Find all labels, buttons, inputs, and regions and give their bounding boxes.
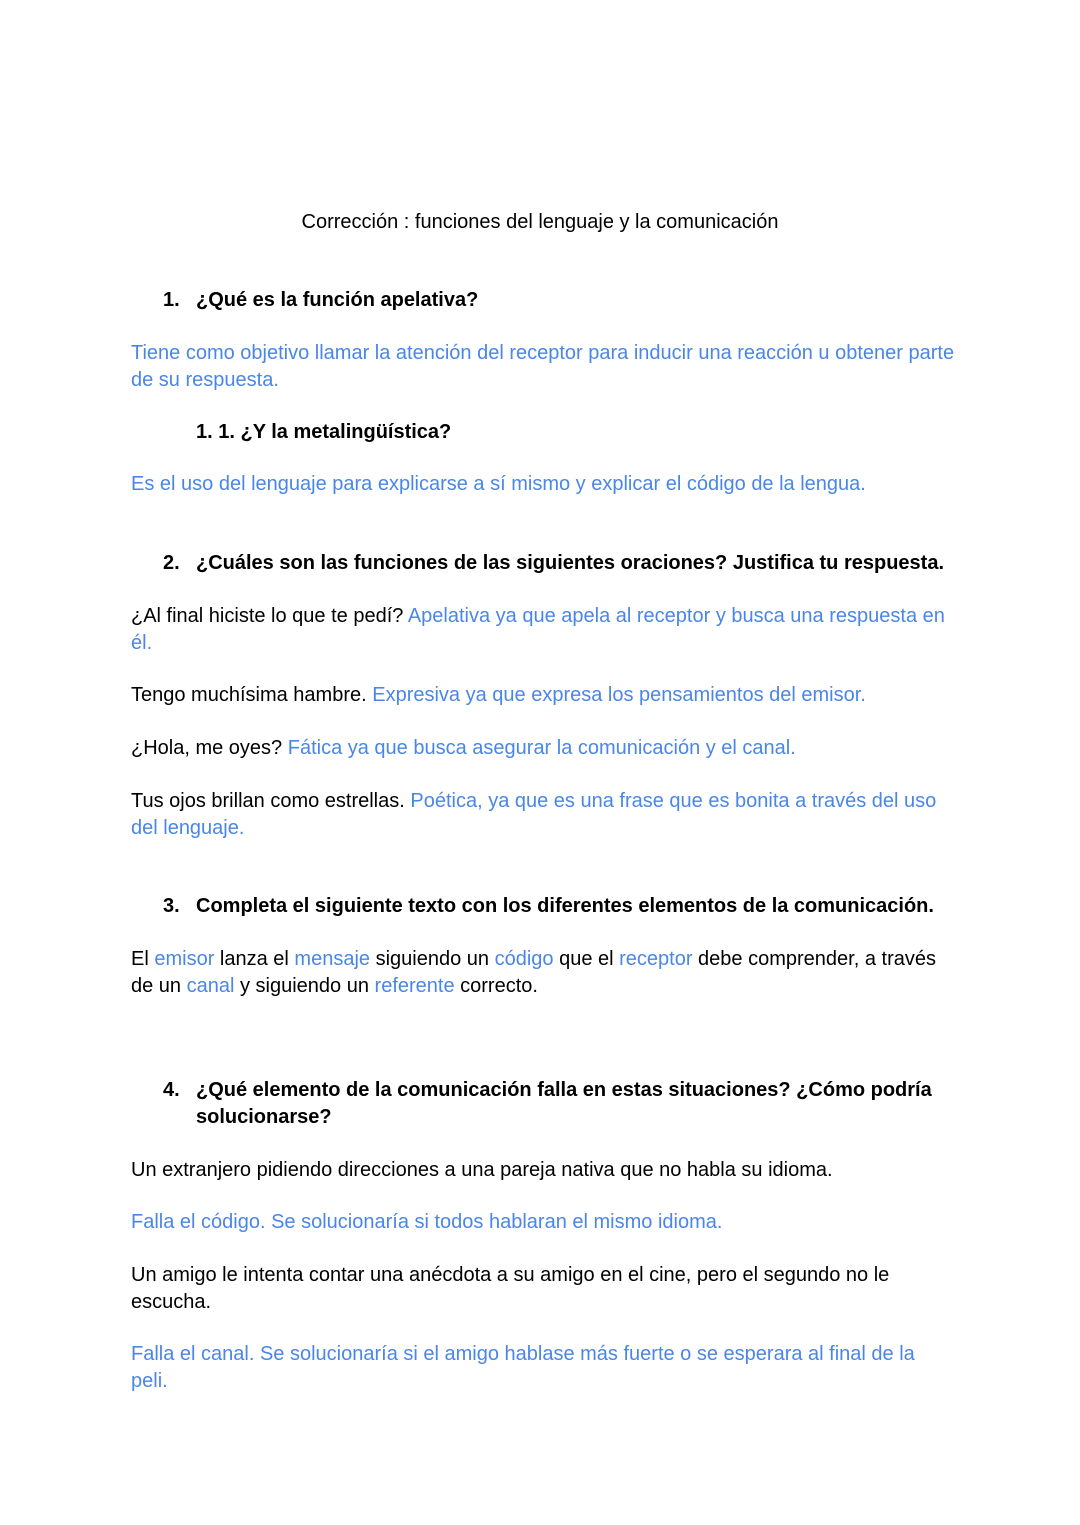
answer-1-1: Es el uso del lenguaje para explicarse a sí mismo y explicar el código de la lengua. <box>131 473 866 495</box>
question-4 <box>163 1077 943 1131</box>
text-segment: El <box>131 948 155 970</box>
q2-item-4 <box>131 788 961 841</box>
text-segment: debe comprender, a través de un <box>131 948 936 997</box>
fill-emisor: emisor <box>154 948 215 970</box>
fill-mensaje: mensaje <box>294 948 371 970</box>
question-3 <box>163 893 934 920</box>
question-number: 2. <box>163 552 180 574</box>
q2-item-3 <box>131 735 961 762</box>
q4-situation-1: Un extranjero pidiendo direcciones a una pareja nativa que no habla su idioma. <box>131 1159 833 1181</box>
question-number: 4. <box>163 1079 180 1101</box>
question-number: 3. <box>163 895 180 917</box>
text-segment: correcto. <box>454 974 538 997</box>
fill-receptor: receptor <box>619 948 693 970</box>
answer: Fática ya que busca asegurar la comunicación y el canal. <box>287 737 796 759</box>
text-segment: y siguiendo un <box>234 974 375 997</box>
question-text: ¿Qué elemento de la comunicación falla en estas situaciones? ¿Cómo podría solucionarse? <box>196 1079 932 1128</box>
answer: Apelativa ya que apela al receptor y busca una respuesta en él. <box>131 605 945 654</box>
question-1 <box>163 287 478 314</box>
q4-situation-2: Un amigo le intenta contar una anécdota a su amigo en el cine, pero el segundo no le escucha. <box>131 1264 890 1313</box>
text-segment: que el <box>553 948 620 970</box>
sentence: Tengo muchísima hambre. <box>131 684 367 706</box>
q2-item-2 <box>131 682 961 709</box>
question-1-1: 1. 1. ¿Y la metalingüística? <box>196 421 452 443</box>
sentence: Tus ojos brillan como estrellas. <box>131 790 405 812</box>
sentence: ¿Hola, me oyes? <box>131 737 283 759</box>
fill-codigo: código <box>494 948 554 970</box>
q2-item-1 <box>131 603 961 656</box>
document-title: Corrección : funciones del lenguaje y la comunicación <box>301 211 779 233</box>
question-number: 1. <box>163 289 180 311</box>
fill-referente: referente <box>374 974 455 997</box>
answer: Expresiva ya que expresa los pensamientos del emisor. <box>372 684 866 706</box>
fill-canal: canal <box>186 974 235 997</box>
question-text: ¿Qué es la función apelativa? <box>196 289 479 311</box>
q4-answer-2: Falla el canal. Se solucionaría si el amigo hablase más fuerte o se esperara al final de la peli. <box>131 1343 915 1392</box>
q4-answer-1: Falla el código. Se solucionaría si todos hablaran el mismo idioma. <box>131 1211 723 1233</box>
question-text: Completa el siguiente texto con los diferentes elementos de la comunicación. <box>196 895 934 917</box>
question-text: ¿Cuáles son las funciones de las siguientes oraciones? Justifica tu respuesta. <box>196 552 945 574</box>
question-2 <box>163 550 944 577</box>
q3-fill-text <box>131 946 961 999</box>
text-segment: lanza el <box>214 948 295 970</box>
sentence: ¿Al final hiciste lo que te pedí? <box>131 605 404 627</box>
answer: Poética, ya que es una frase que es bonita a través del uso del lenguaje. <box>131 790 937 839</box>
answer-1: Tiene como objetivo llamar la atención del receptor para inducir una reacción u obtener parte de su respuesta. <box>131 342 955 391</box>
text-segment: siguiendo un <box>370 948 495 970</box>
